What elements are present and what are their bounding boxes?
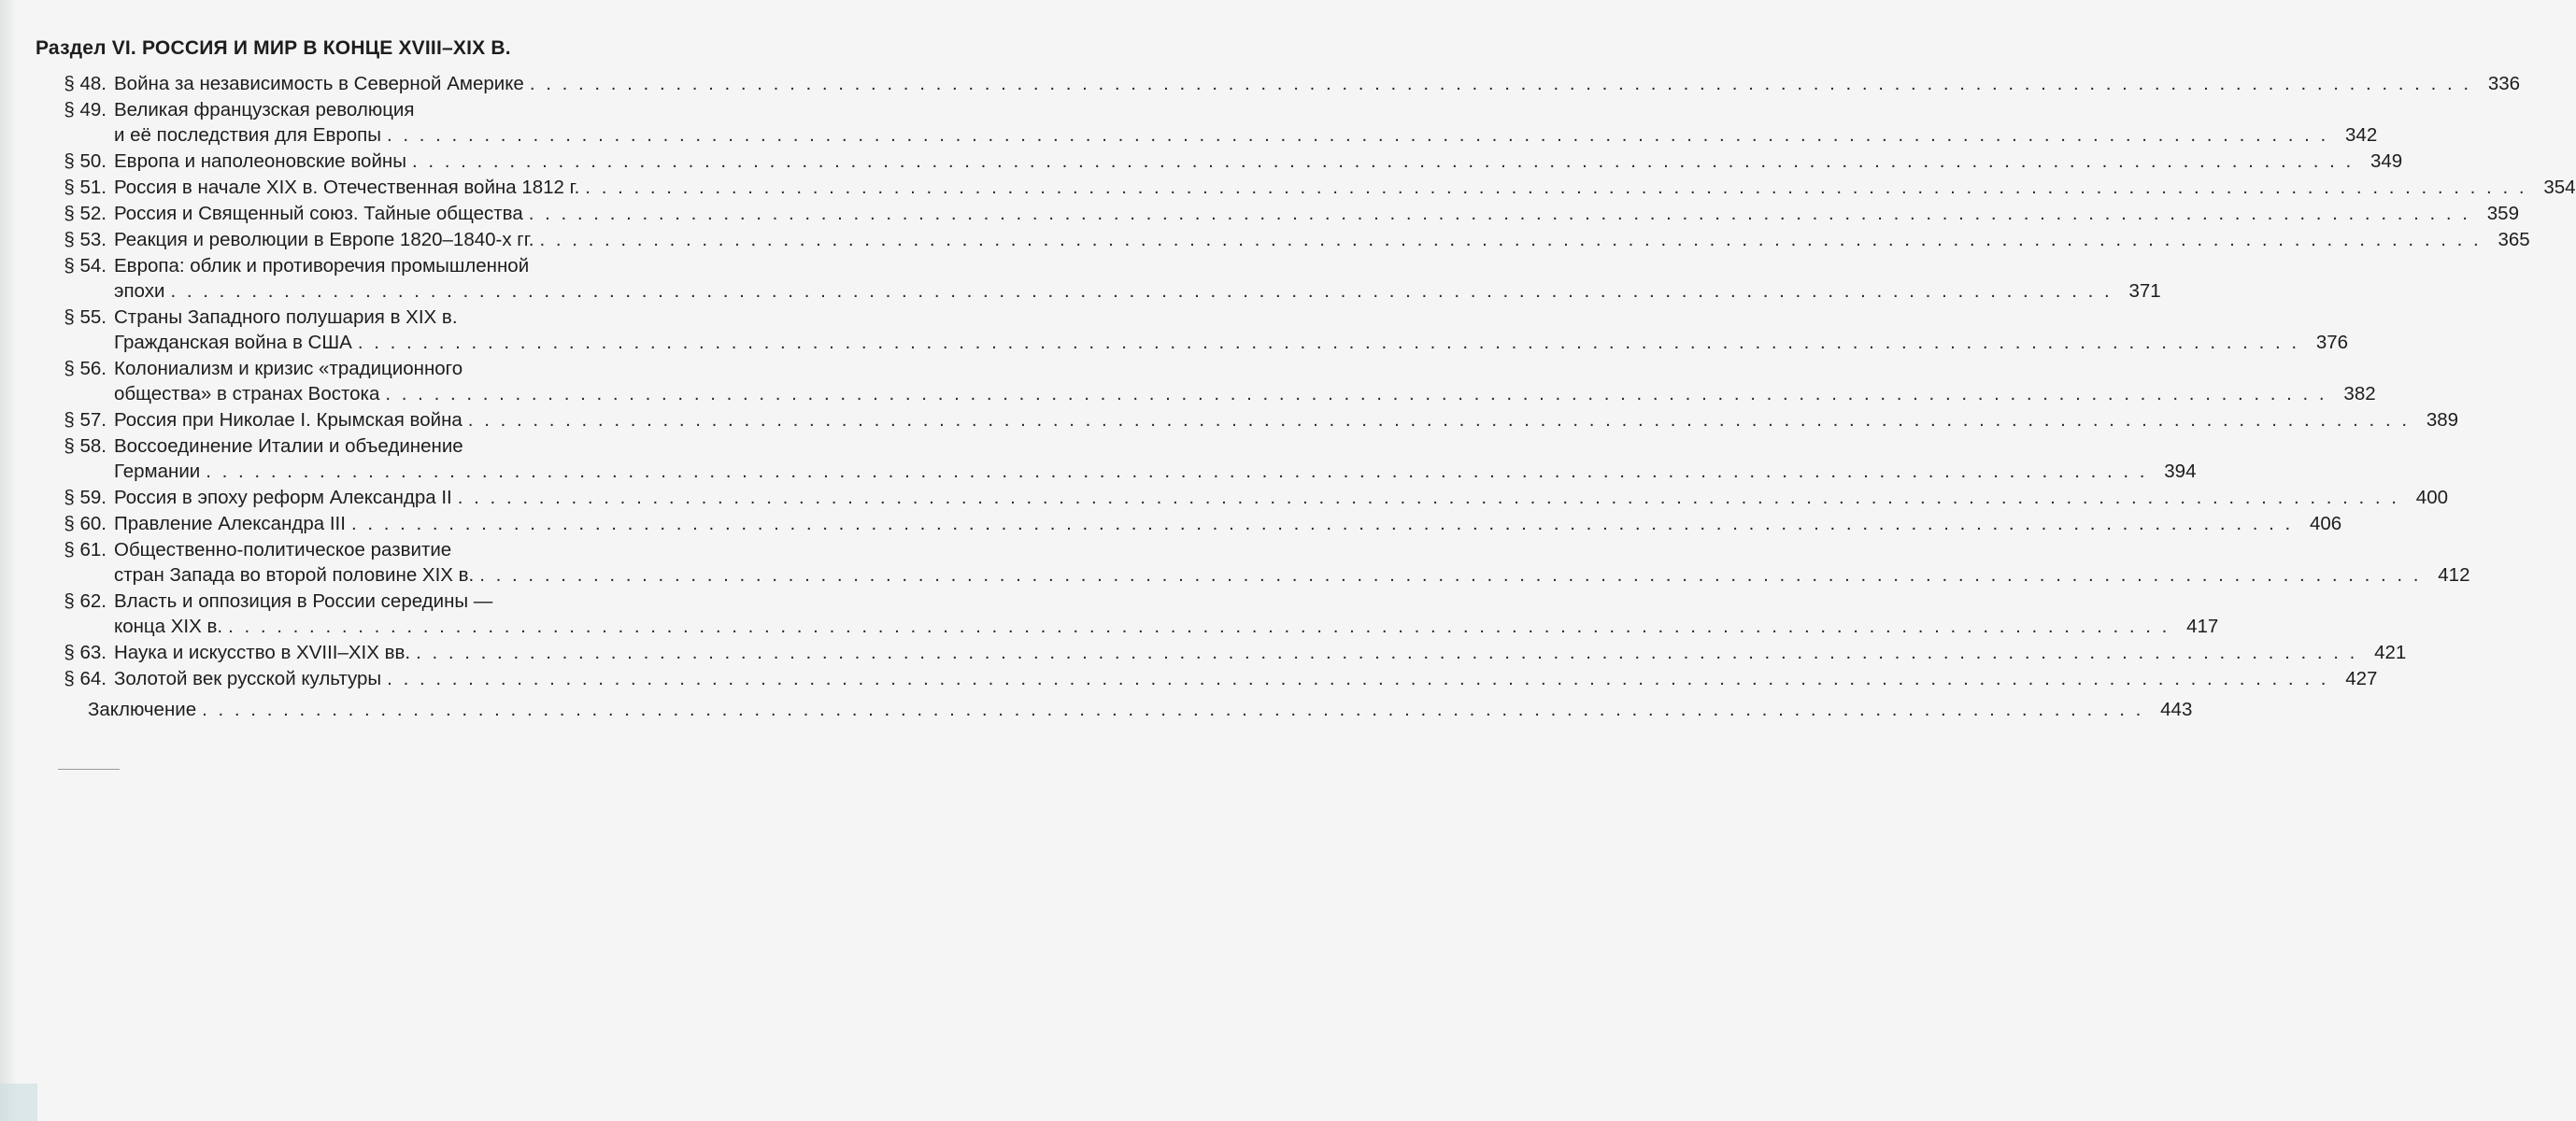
page-number: 349 <box>2370 150 2403 172</box>
page-number: 371 <box>2128 280 2161 302</box>
toc-item[interactable] <box>36 589 2219 639</box>
toc-title-text: Колониализм и кризис «традиционного <box>114 358 463 379</box>
dot-leader: . . . . . . . . . . . . . . . . . . . . . . . . . . . . . . . . . . . . . . . . . . . . . . . . . . . . . . . . . . . . . . . . . . . . . . . . . . . . . . . . . . . . . . . . . . . . . . . . . . . . . . . . . . . . . . . . . . . . . . . . <box>386 124 2329 146</box>
toc-line <box>114 589 785 614</box>
paragraph-number: § 50. <box>64 150 107 172</box>
paragraph-number: § 49. <box>64 99 107 121</box>
toc-item-body <box>114 537 2470 588</box>
toc-item[interactable] <box>36 356 2376 406</box>
toc-title-text: Россия и Священный союз. Тайные общества <box>114 203 523 224</box>
toc-title-text: Гражданская война в США <box>114 332 352 353</box>
toc-item-body <box>114 666 2378 691</box>
toc-title-text: стран Запада во второй половине XIX в. <box>114 564 475 586</box>
toc-item[interactable] <box>36 433 2197 484</box>
paragraph-number: § 60. <box>64 513 107 534</box>
toc-line <box>114 459 2197 484</box>
toc-line <box>114 356 785 381</box>
dot-leader: . . . . . . . . . . . . . . . . . . . . . . . . . . . . . . . . . . . . . . . . . . . . . . . . . . . . . . . . . . . . . . . . . . . . . . . . . . . . . . . . . . . . . . . . . . . . . . . . . . . . . . . . . . . . . . . . . . . . . . . . <box>202 699 2144 720</box>
toc-title-text: Общественно-политическое развитие <box>114 539 452 560</box>
toc-title-text: Россия в начале XIX в. Отечественная война 1812 г. <box>114 177 580 198</box>
toc-line <box>114 485 2449 510</box>
toc-item-body <box>114 640 2407 665</box>
page-number: 389 <box>2426 409 2459 431</box>
paragraph-number: § 61. <box>64 539 107 560</box>
dot-leader: . . . . . . . . . . . . . . . . . . . . . . . . . . . . . . . . . . . . . . . . . . . . . . . . . . . . . . . . . . . . . . . . . . . . . . . . . . . . . . . . . . . . . . . . . . . . . . . . . . . . . . . . . . . . . . . . . . . . . . . . <box>479 564 2422 586</box>
toc-line <box>114 562 2470 588</box>
toc-line <box>114 537 785 562</box>
toc-item-body <box>114 305 2349 355</box>
toc-item[interactable] <box>36 537 2470 588</box>
page-number: 406 <box>2309 513 2342 534</box>
dot-leader: . . . . . . . . . . . . . . . . . . . . . . . . . . . . . . . . . . . . . . . . . . . . . . . . . . . . . . . . . . . . . . . . . . . . . . . . . . . . . . . . . . . . . . . . . . . . . . . . . . . . . . . . . . . . . . . . . . . . . . . . <box>228 616 2170 637</box>
paragraph-number: § 56. <box>64 358 107 379</box>
toc-line <box>114 381 2376 406</box>
toc-item-body <box>114 407 2459 433</box>
toc-title-text: Война за независимость в Северной Америке <box>114 73 524 94</box>
toc-item[interactable] <box>36 485 2449 510</box>
paragraph-number: § 58. <box>64 435 107 457</box>
dot-leader: . . . . . . . . . . . . . . . . . . . . . . . . . . . . . . . . . . . . . . . . . . . . . . . . . . . . . . . . . . . . . . . . . . . . . . . . . . . . . . . . . . . . . . . . . . . . . . . . . . . . . . . . . . . . . . . . . . . . . . . . <box>385 383 2327 404</box>
page-number: 376 <box>2315 332 2349 353</box>
toc-line <box>114 614 2219 639</box>
toc-line <box>114 330 2349 355</box>
toc-item[interactable] <box>36 666 2378 691</box>
toc-line <box>114 175 2576 200</box>
paragraph-number: § 51. <box>64 177 107 198</box>
page-number: 365 <box>2498 229 2530 250</box>
paragraph-number: § 57. <box>64 409 107 431</box>
page-number: 400 <box>2415 487 2449 508</box>
toc-line <box>114 71 2521 96</box>
dot-leader: . . . . . . . . . . . . . . . . . . . . . . . . . . . . . . . . . . . . . . . . . . . . . . . . . . . . . . . . . . . . . . . . . . . . . . . . . . . . . . . . . . . . . . . . . . . . . . . . . . . . . . . . . . . . . . . . . . . . . . . . <box>206 461 2148 482</box>
toc-title-text: Германии <box>114 461 201 482</box>
toc-line <box>114 122 2378 148</box>
toc-item[interactable] <box>36 253 2161 304</box>
page-number: 342 <box>2345 124 2378 146</box>
toc-title-text: Страны Западного полушария в XIX в. <box>114 306 458 328</box>
toc-item-body <box>114 201 2519 226</box>
toc-item[interactable] <box>36 175 2576 200</box>
toc-title-text: Наука и искусство в XVIII–XIX вв. <box>114 642 411 663</box>
paragraph-number: § 48. <box>64 73 107 94</box>
dot-leader: . . . . . . . . . . . . . . . . . . . . . . . . . . . . . . . . . . . . . . . . . . . . . . . . . . . . . . . . . . . . . . . . . . . . . . . . . . . . . . . . . . . . . . . . . . . . . . . . . . . . . . . . . . . . . . . . . . . . . . . . <box>585 177 2527 198</box>
page-number: 354 <box>2543 177 2576 198</box>
toc-item-body <box>114 253 2161 304</box>
page-number: 421 <box>2374 642 2407 663</box>
toc-title-text: и её последствия для Европы <box>114 124 381 146</box>
paragraph-number: § 63. <box>64 642 107 663</box>
toc-line <box>114 511 2342 536</box>
page-number: 336 <box>2487 73 2521 94</box>
toc-title-text: Золотой век русской культуры <box>114 668 382 689</box>
toc-item-body <box>114 175 2576 200</box>
toc-title-text: Реакция и революции в Европе 1820–1840-х гг. <box>114 229 534 250</box>
toc-title-text: Россия в эпоху реформ Александра II <box>114 487 452 508</box>
toc-line <box>88 697 2193 722</box>
toc-item[interactable] <box>36 97 2378 148</box>
toc-line <box>114 407 2459 433</box>
toc-title-text: Великая французская революция <box>114 99 415 121</box>
toc-line <box>114 149 2403 174</box>
divider-rule <box>58 769 120 770</box>
dot-leader: . . . . . . . . . . . . . . . . . . . . . . . . . . . . . . . . . . . . . . . . . . . . . . . . . . . . . . . . . . . . . . . . . . . . . . . . . . . . . . . . . . . . . . . . . . . . . . . . . . . . . . . . . . . . . . . . . . . . . . . . <box>457 487 2400 508</box>
page-number: 394 <box>2164 461 2197 482</box>
conclusion-label: Заключение <box>88 699 197 720</box>
dot-leader: . . . . . . . . . . . . . . . . . . . . . . . . . . . . . . . . . . . . . . . . . . . . . . . . . . . . . . . . . . . . . . . . . . . . . . . . . . . . . . . . . . . . . . . . . . . . . . . . . . . . . . . . . . . . . . . . . . . . . . . . <box>416 642 2358 663</box>
toc-item-body <box>114 485 2449 510</box>
paragraph-number: § 52. <box>64 203 107 224</box>
toc-item[interactable] <box>36 71 2521 96</box>
toc-line <box>114 666 2378 691</box>
dot-leader: . . . . . . . . . . . . . . . . . . . . . . . . . . . . . . . . . . . . . . . . . . . . . . . . . . . . . . . . . . . . . . . . . . . . . . . . . . . . . . . . . . . . . . . . . . . . . . . . . . . . . . . . . . . . . . . . . . . . . . . . <box>539 229 2482 250</box>
toc-title-text: Правление Александра III <box>114 513 346 534</box>
toc-item-body <box>114 227 2530 252</box>
toc-title-text: Европа: облик и противоречия промышленной <box>114 255 530 277</box>
dot-leader: . . . . . . . . . . . . . . . . . . . . . . . . . . . . . . . . . . . . . . . . . . . . . . . . . . . . . . . . . . . . . . . . . . . . . . . . . . . . . . . . . . . . . . . . . . . . . . . . . . . . . . . . . . . . . . . . . . . . . . . . <box>350 513 2294 534</box>
toc-item-body <box>114 356 2376 406</box>
toc-title-text: Воссоединение Италии и объединение <box>114 435 463 457</box>
paragraph-number: § 53. <box>64 229 107 250</box>
toc-item[interactable] <box>36 511 2342 536</box>
dot-leader: . . . . . . . . . . . . . . . . . . . . . . . . . . . . . . . . . . . . . . . . . . . . . . . . . . . . . . . . . . . . . . . . . . . . . . . . . . . . . . . . . . . . . . . . . . . . . . . . . . . . . . . . . . . . . . . . . . . . . . . . <box>170 280 2113 302</box>
dot-leader: . . . . . . . . . . . . . . . . . . . . . . . . . . . . . . . . . . . . . . . . . . . . . . . . . . . . . . . . . . . . . . . . . . . . . . . . . . . . . . . . . . . . . . . . . . . . . . . . . . . . . . . . . . . . . . . . . . . . . . . . <box>529 73 2472 94</box>
toc-item[interactable] <box>36 305 2349 355</box>
toc-title-text: Европа и наполеоновские войны <box>114 150 406 172</box>
paragraph-number: § 64. <box>64 668 107 689</box>
section-title: Раздел VI. РОССИЯ И МИР В КОНЦЕ XVIII–XIX В. <box>36 37 511 59</box>
paragraph-number: § 54. <box>64 255 107 277</box>
toc-line <box>114 278 2161 304</box>
toc-item-body <box>114 433 2197 484</box>
toc-item[interactable] <box>36 149 2403 174</box>
toc-item[interactable] <box>36 201 2519 226</box>
dot-leader: . . . . . . . . . . . . . . . . . . . . . . . . . . . . . . . . . . . . . . . . . . . . . . . . . . . . . . . . . . . . . . . . . . . . . . . . . . . . . . . . . . . . . . . . . . . . . . . . . . . . . . . . . . . . . . . . . . . . . . . . <box>411 150 2355 172</box>
dot-leader: . . . . . . . . . . . . . . . . . . . . . . . . . . . . . . . . . . . . . . . . . . . . . . . . . . . . . . . . . . . . . . . . . . . . . . . . . . . . . . . . . . . . . . . . . . . . . . . . . . . . . . . . . . . . . . . . . . . . . . . . <box>387 668 2329 689</box>
toc-line <box>114 433 785 459</box>
toc-title-text: Россия при Николае I. Крымская война <box>114 409 463 431</box>
toc-line <box>114 97 785 122</box>
page-number: 359 <box>2486 203 2519 224</box>
toc-title-text: общества» в странах Востока <box>114 383 380 404</box>
dot-leader: . . . . . . . . . . . . . . . . . . . . . . . . . . . . . . . . . . . . . . . . . . . . . . . . . . . . . . . . . . . . . . . . . . . . . . . . . . . . . . . . . . . . . . . . . . . . . . . . . . . . . . . . . . . . . . . . . . . . . . . . <box>357 332 2300 353</box>
toc-line <box>114 253 785 278</box>
paragraph-number: § 62. <box>64 590 107 612</box>
dot-leader: . . . . . . . . . . . . . . . . . . . . . . . . . . . . . . . . . . . . . . . . . . . . . . . . . . . . . . . . . . . . . . . . . . . . . . . . . . . . . . . . . . . . . . . . . . . . . . . . . . . . . . . . . . . . . . . . . . . . . . . . <box>528 203 2470 224</box>
toc-line <box>114 305 785 330</box>
toc-item-body <box>114 149 2403 174</box>
conclusion-page-number: 443 <box>2160 699 2193 720</box>
paragraph-number: § 59. <box>64 487 107 508</box>
toc-title-text: эпохи <box>114 280 165 302</box>
toc-title-text: конца XIX в. <box>114 616 223 637</box>
toc-item-body <box>114 511 2342 536</box>
toc-line <box>114 227 2530 252</box>
toc-item-body <box>114 97 2378 148</box>
page-number: 412 <box>2438 564 2470 586</box>
toc-item[interactable] <box>36 407 2459 433</box>
page-number: 417 <box>2186 616 2219 637</box>
dot-leader: . . . . . . . . . . . . . . . . . . . . . . . . . . . . . . . . . . . . . . . . . . . . . . . . . . . . . . . . . . . . . . . . . . . . . . . . . . . . . . . . . . . . . . . . . . . . . . . . . . . . . . . . . . . . . . . . . . . . . . . . <box>467 409 2411 431</box>
toc-line <box>114 640 2407 665</box>
toc-item[interactable] <box>36 227 2530 252</box>
toc-line <box>114 201 2519 226</box>
page-number: 382 <box>2343 383 2376 404</box>
toc-list <box>36 71 2576 691</box>
toc-item[interactable] <box>36 640 2407 665</box>
paragraph-number: § 55. <box>64 306 107 328</box>
toc-item-body <box>114 71 2521 96</box>
toc-item-body <box>114 589 2219 639</box>
toc-title-text: Власть и оппозиция в России середины — <box>114 590 493 612</box>
page-number: 427 <box>2345 668 2378 689</box>
toc-item-conclusion[interactable] <box>36 697 2193 722</box>
